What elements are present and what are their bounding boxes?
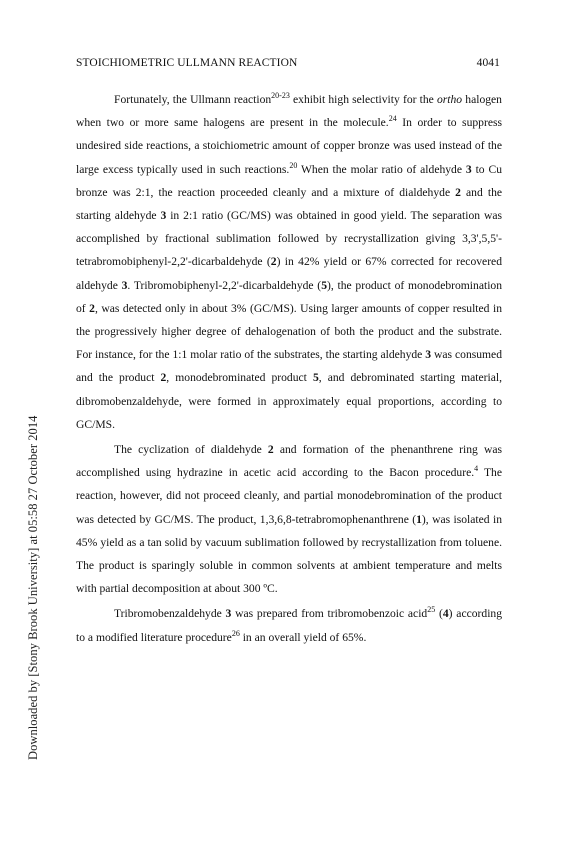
paragraph-cyclization: The cyclization of dialdehyde 2 and formation of the phenanthrene ring was accomplished using hydrazine in acetic acid according to the Bacon procedure.$^4$ The reaction, however, did not proceed cleanly, and partial monodebromination of the product was detected by GC/MS. The product, 1,3,6,8-tetrabromophenanthrene (1), was isolated in 45% yield as a tan solid by vacuum sublimation followed by recrystallization from toluene. The product is sparingly soluble in common solvents at ambient temperature and melts with partial decomposition at about 300 ºC. bbox=[76, 443, 503, 596]
running-header bbox=[76, 57, 500, 69]
running-title: STOICHIOMETRIC ULLMANN REACTION bbox=[76, 57, 298, 69]
paragraph-aldehyde-preparation: Tribromobenzaldehyde 3 was prepared from tribromobenzoic acid$^{25}$ (4) according to a modified literature procedure$^{26}$ in an overall yield of 65%. bbox=[76, 605, 503, 644]
page-number: 4041 bbox=[476, 57, 500, 69]
download-watermark: Downloaded by [Stony Brook University] at 05:58 27 October 2014 bbox=[26, 415, 40, 760]
paragraph-ullmann-selectivity: Fortunately, the Ullmann reaction$^{20-23}$ exhibit high selectivity for the ortho halogen when two or more same halogens are present in the molecule.$^{24}$ In order to suppress undesired side reactions, a stoichiometric amount of copper bronze was used instead of the large excess typically used in such reactions.$^{20}$ When the molar ratio of aldehyde 3 to Cu bronze was 2:1, the reaction proceeded cleanly and a mixture of dialdehyde 2 and the starting aldehyde 3 in 2:1 ratio (GC/MS) was obtained in good yield. The separation was accomplished by fractional sublimation followed by recrystallization giving 3,3',5,5'-tetrabromobiphenyl-2,2'-dicarbaldehyde (2) in 42% yield or 67% corrected for recovered aldehyde 3. Tribromobiphenyl-2,2'-dicarbaldehyde (5), the product of monodebromination of 2, was detected only in about 3% (GC/MS). Using larger amounts of copper resulted in the progressively higher degree of dehalogenation of both the product and the substrate. For instance, for the 1:1 molar ratio of the substrates, the starting aldehyde 3 was consumed and the product 2, monodebrominated product 5, and debrominated starting material, dibromobenzaldehyde, were formed in approximately equal proportions, according to GC/MS. bbox=[76, 91, 503, 431]
body-text bbox=[76, 88, 502, 651]
